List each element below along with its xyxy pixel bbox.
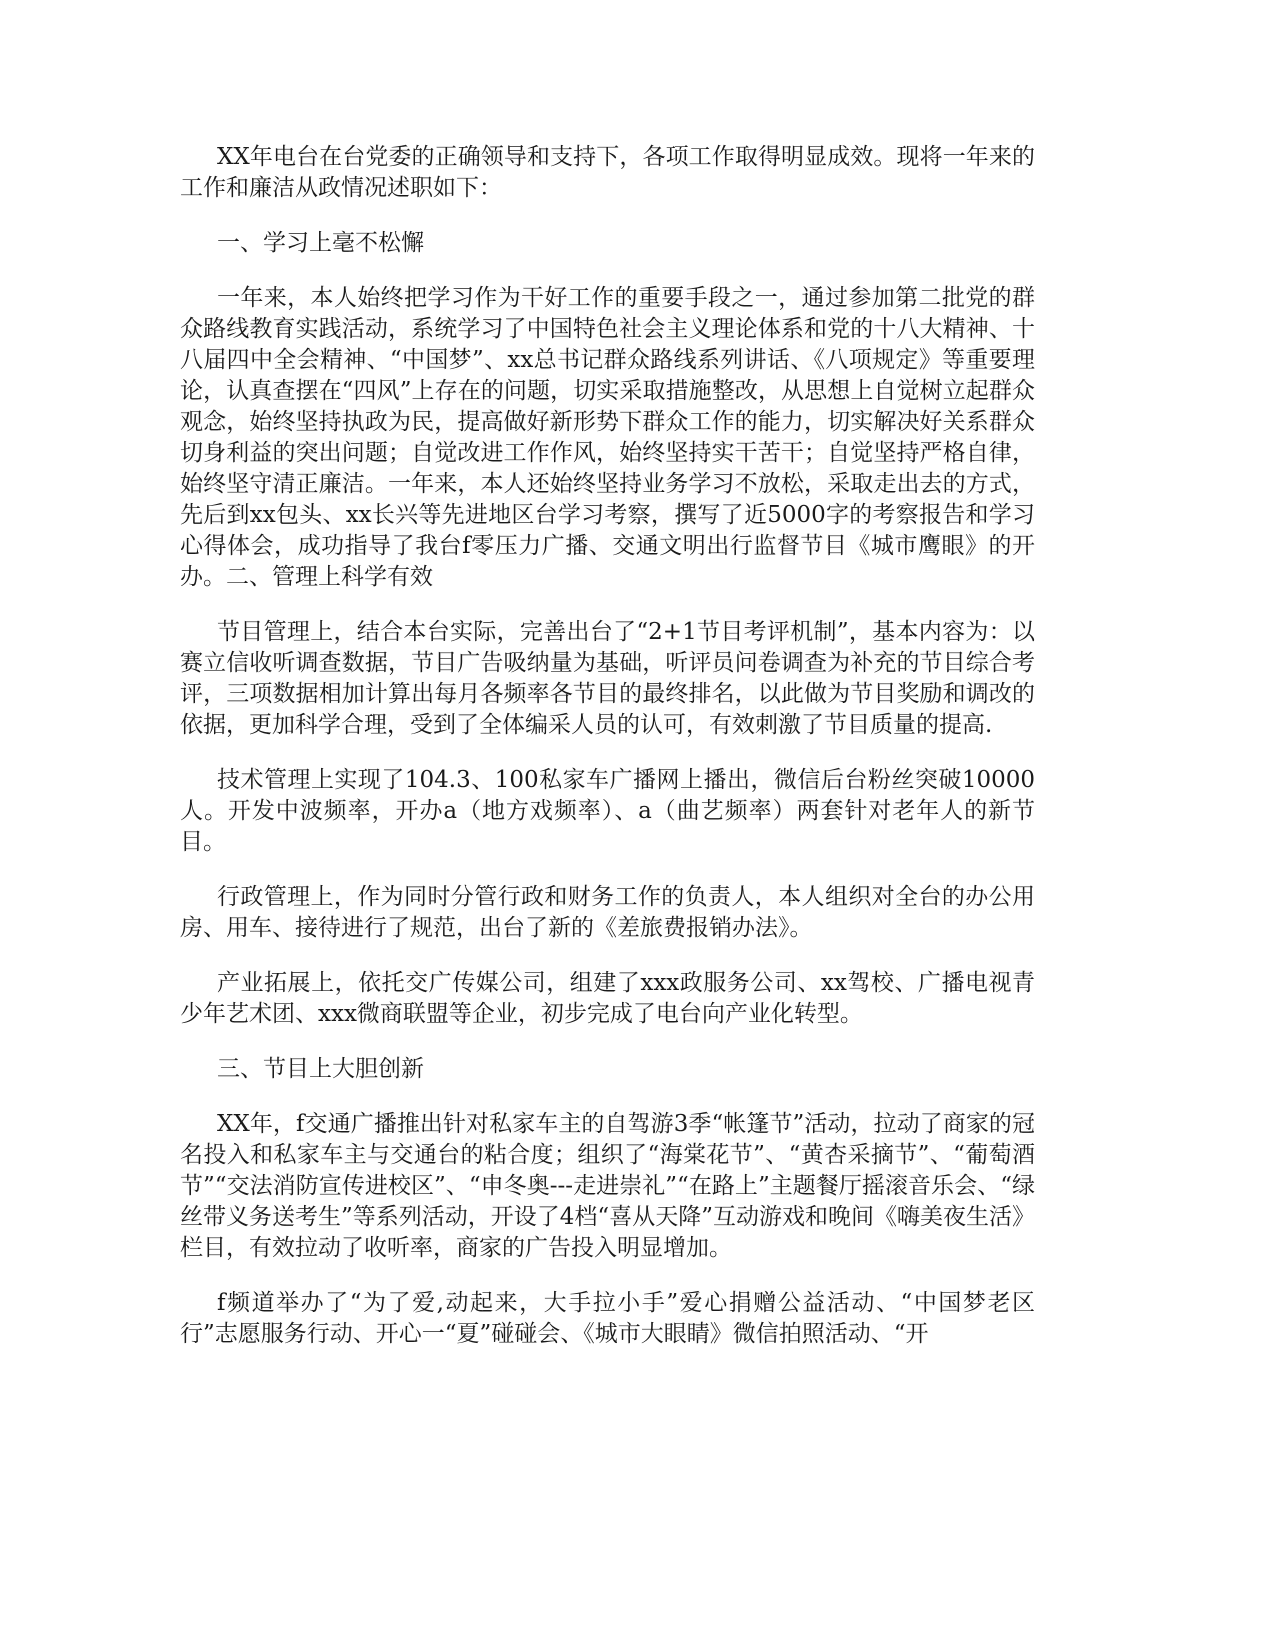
program-management-paragraph: 节目管理上，结合本台实际，完善出台了“2+1节目考评机制”，基本内容为：以赛立信收听调查数据，节目广告吸纳量为基础，听评员问卷调查为补充的节目综合考评，三项数据相加计算出每月各频率各节目的最终排名，以此做为节目奖励和调改的依据，更加科学合理，受到了全体编采人员的认可，有效刺激了节目质量的提高. — [180, 619, 1035, 738]
section-heading-study: 一、学习上毫不松懈 — [217, 230, 424, 256]
traffic-broadcast-paragraph: XX年，f交通广播推出针对私家车主的自驾游3季“帐篷节”活动，拉动了商家的冠名投入和私家车主与交通台的粘合度；组织了“海棠花节”、“黄杏采摘节”、“葡萄酒节”“交法消防宣传进校区”、“申冬奥---走进崇礼”“在路上”主题餐厅摇滚音乐会、“绿丝带义务送考生”等系列活动，开设了4档“喜从天降”互动游戏和晚间《嗨美夜生活》栏目，有效拉动了收听率，商家的广告投入明显增加。 — [180, 1111, 1035, 1261]
intro-paragraph: XX年电台在台党委的正确领导和支持下，各项工作取得明显成效。现将一年来的工作和廉洁从政情况述职如下： — [180, 144, 1035, 201]
industry-expansion-paragraph: 产业拓展上，依托交广传媒公司，组建了xxx政服务公司、xx驾校、广播电视青少年艺术团、xxx微商联盟等企业，初步完成了电台向产业化转型。 — [180, 970, 1035, 1027]
study-paragraph: 一年来，本人始终把学习作为干好工作的重要手段之一，通过参加第二批党的群众路线教育实践活动，系统学习了中国特色社会主义理论体系和党的十八大精神、十八届四中全会精神、“中国梦”、xx总书记群众路线系列讲话、《八项规定》等重要理论，认真查摆在“四风”上存在的问题，切实采取措施整改，从思想上自觉树立起群众观念，始终坚持执政为民，提高做好新形势下群众工作的能力，切实解决好关系群众切身利益的突出问题；自觉改进工作作风，始终坚持实干苦干；自觉坚持严格自律，始终坚守清正廉洁。一年来，本人还始终坚持业务学习不放松，采取走出去的方式，先后到xx包头、xx长兴等先进地区台学习考察，撰写了近5000字的考察报告和学习心得体会，成功指导了我台f零压力广播、交通文明出行监督节目《城市鹰眼》的开办。二、管理上科学有效 — [180, 285, 1035, 590]
document-page — [180, 142, 1035, 1374]
section-heading-programs: 三、节目上大胆创新 — [217, 1056, 424, 1082]
admin-management-paragraph: 行政管理上，作为同时分管行政和财务工作的负责人，本人组织对全台的办公用房、用车、接待进行了规范，出台了新的《差旅费报销办法》。 — [180, 884, 1035, 941]
tech-management-paragraph: 技术管理上实现了104.3、100私家车广播网上播出，微信后台粉丝突破10000人。开发中波频率，开办a（地方戏频率）、a（曲艺频率）两套针对老年人的新节目。 — [180, 767, 1035, 855]
f-channel-paragraph: f频道举办了“为了爱,动起来，大手拉小手”爱心捐赠公益活动、“中国梦老区行”志愿服务行动、开心一“夏”碰碰会、《城市大眼睛》微信拍照活动、“开 — [180, 1290, 1035, 1347]
